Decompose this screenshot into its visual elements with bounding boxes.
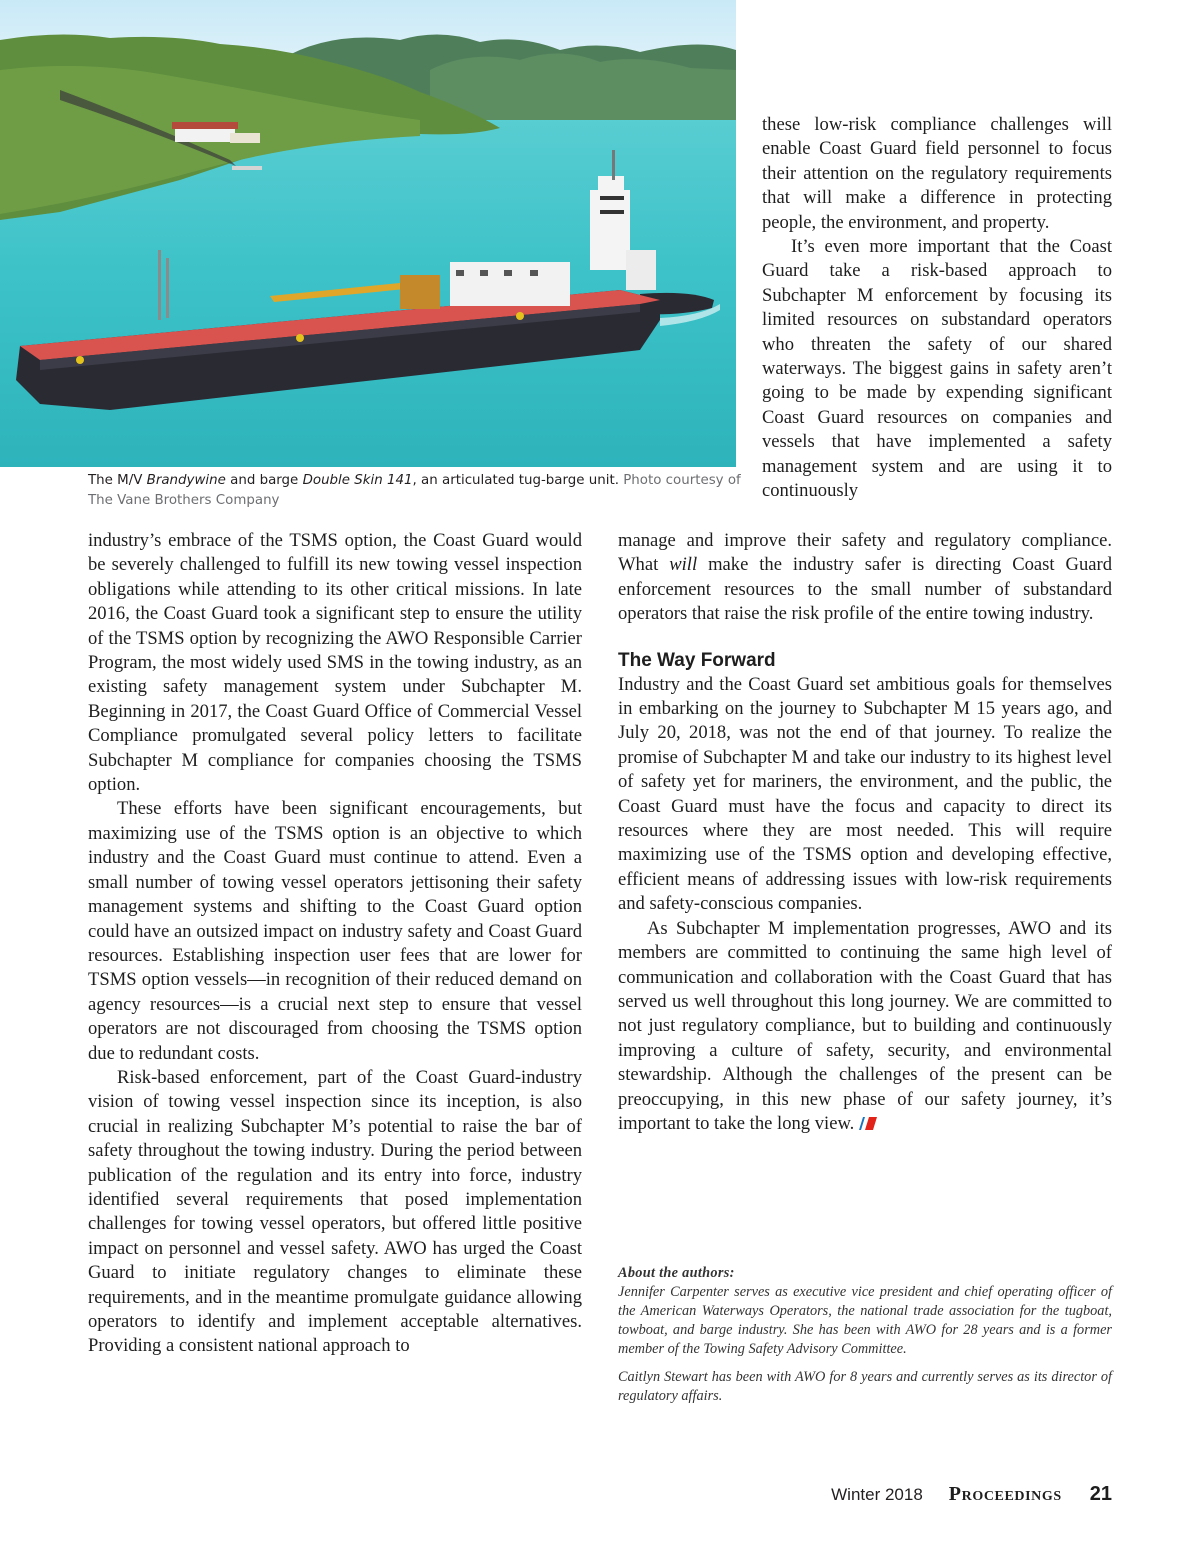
body-paragraph: Industry and the Coast Guard set ambitious goals for themselves in embarking on the journey to Subchapter M 15 years ago, and July 20, 2018, was not the end of that journey. To realize the promise of Subchapter M and take our industry to its highest level of safety yet for mariners, the environment, and the public, the Coast Guard must have the focus and capacity to direct its resources where they are most needed. This will require maximizing use of the TSMS option and developing effective, efficient means of addressing issues with low-risk requirements and safety-conscious companies. xyxy=(618,673,1112,915)
about-authors-title: About the authors: xyxy=(618,1265,735,1281)
about-authors xyxy=(618,1264,1112,1406)
page-number: 21 xyxy=(1089,1483,1112,1505)
caption-mid: and barge xyxy=(225,473,303,488)
author-bio-stewart: Caitlyn Stewart has been with AWO for 8 years and currently serves as its director of regulatory affairs. xyxy=(618,1369,1112,1404)
body-paragraph: These efforts have been significant encouragements, but maximizing use of the TSMS option is an objective to which industry and the Coast Guard must continue to attend. Even a small number of towing vessel operators jettisoning their safety management systems and shifting to the Coast Guard option could have an outsized impact on industry safety and Coast Guard resources. Establishing inspection user fees that are lower for TSMS option vessels—in recognition of their reduced demand on agency resources—is a crucial next step to ensure that vessel operators are not discouraged from choosing the TSMS option due to redundant costs. xyxy=(88,798,582,1064)
continuation-paragraph xyxy=(618,529,1112,627)
author-bio-carpenter: Jennifer Carpenter serves as executive vice president and chief operating officer of the American Waterways Operators, the national trade association for the tugboat, towboat, and barge industry. She has been with AWO for 28 years and is a former member of the Towing Safety Advisory Committee. xyxy=(618,1284,1112,1357)
caption-barge-name: Double Skin 141 xyxy=(302,473,413,488)
body-paragraph-final xyxy=(618,917,1112,1137)
continuation-text-a: manage and improve their safety and regulatory compliance. What xyxy=(618,530,1112,576)
caption-suffix: , an articulated tug-barge unit. xyxy=(412,473,619,488)
page-footer xyxy=(831,1483,1112,1513)
final-paragraph-text: As Subchapter M implementation progresses, AWO and its members are committed to continuing the same high level of communication and collaboration with the Coast Guard that has served us well throughout this long journey. We are committed to not just regulatory compliance, but to building and continuously improving a culture of safety, security, and environmental stewardship. Although the challenges of the present can be preoccupying, in this new phase of our safety journey, it’s important to take the long view. xyxy=(618,917,1112,1134)
issue-date: Winter 2018 xyxy=(831,1485,923,1504)
end-of-article-icon xyxy=(857,1116,877,1131)
tug-barge-photo xyxy=(0,0,736,467)
photo-caption xyxy=(88,471,744,511)
magazine-name: Proceedings xyxy=(948,1483,1062,1505)
body-paragraph: these low-risk compliance challenges will enable Coast Guard field personnel to focus their attention on the regulatory requirements that will make a difference in protecting people, the environment, and property. xyxy=(762,114,1112,233)
left-column xyxy=(88,529,582,1359)
right-column-lower xyxy=(618,529,1112,1136)
photo-illustration xyxy=(0,0,736,467)
continuation-emphasis: will xyxy=(669,554,698,576)
caption-vessel-name: Brandywine xyxy=(146,473,226,488)
caption-prefix: The M/V xyxy=(88,473,147,488)
body-paragraph: Risk-based enforcement, part of the Coast Guard-industry vision of towing vessel inspection since its inception, is also crucial in realizing Subchapter M’s potential to raise the bar of safety throughout the towing industry. During the period between publication of the regulation and its entry into force, industry identified several requirements that posed implementation challenges for towing vessel operators, but offered little positive impact on personnel and vessel safety. AWO has urged the Coast Guard to initiate regulatory changes to eliminate these requirements, and in the meantime promulgate guidance allowing operators to identify and implement acceptable alternatives. Providing a consistent national approach to xyxy=(88,1066,582,1357)
continuation-text-b: make the industry safer is directing Coast Guard enforcement resources to the small number of substandard operators that raise the risk profile of the entire towing industry. xyxy=(618,554,1112,625)
section-heading: The Way Forward xyxy=(618,649,776,671)
right-column-upper xyxy=(762,113,1112,504)
body-paragraph: industry’s embrace of the TSMS option, the Coast Guard would be severely challenged to fulfill its new towing vessel inspection obligations while attending to its other critical missions. In late 2016, the Coast Guard took a significant step to ensure the utility of the TSMS option by recognizing the AWO Responsible Carrier Program, the most widely used SMS in the towing industry, as an existing safety management system under Subchapter M. Beginning in 2017, the Coast Guard Office of Commercial Vessel Compliance promulgated several policy letters to facilitate Subchapter M compliance for companies choosing the TSMS option. xyxy=(88,530,582,796)
caption-credit: Photo courtesy of The Vane Brothers Company xyxy=(88,473,741,508)
body-paragraph: It’s even more important that the Coast Guard take a risk-based approach to Subchapter M enforcement by focusing its limited resources on substandard operators who threaten the safety of our shared waterways. The biggest gains in safety aren’t going to be made by expending significant Coast Guard resources on companies and vessels that have implemented a safety management system and are using it to continuously xyxy=(762,236,1112,502)
